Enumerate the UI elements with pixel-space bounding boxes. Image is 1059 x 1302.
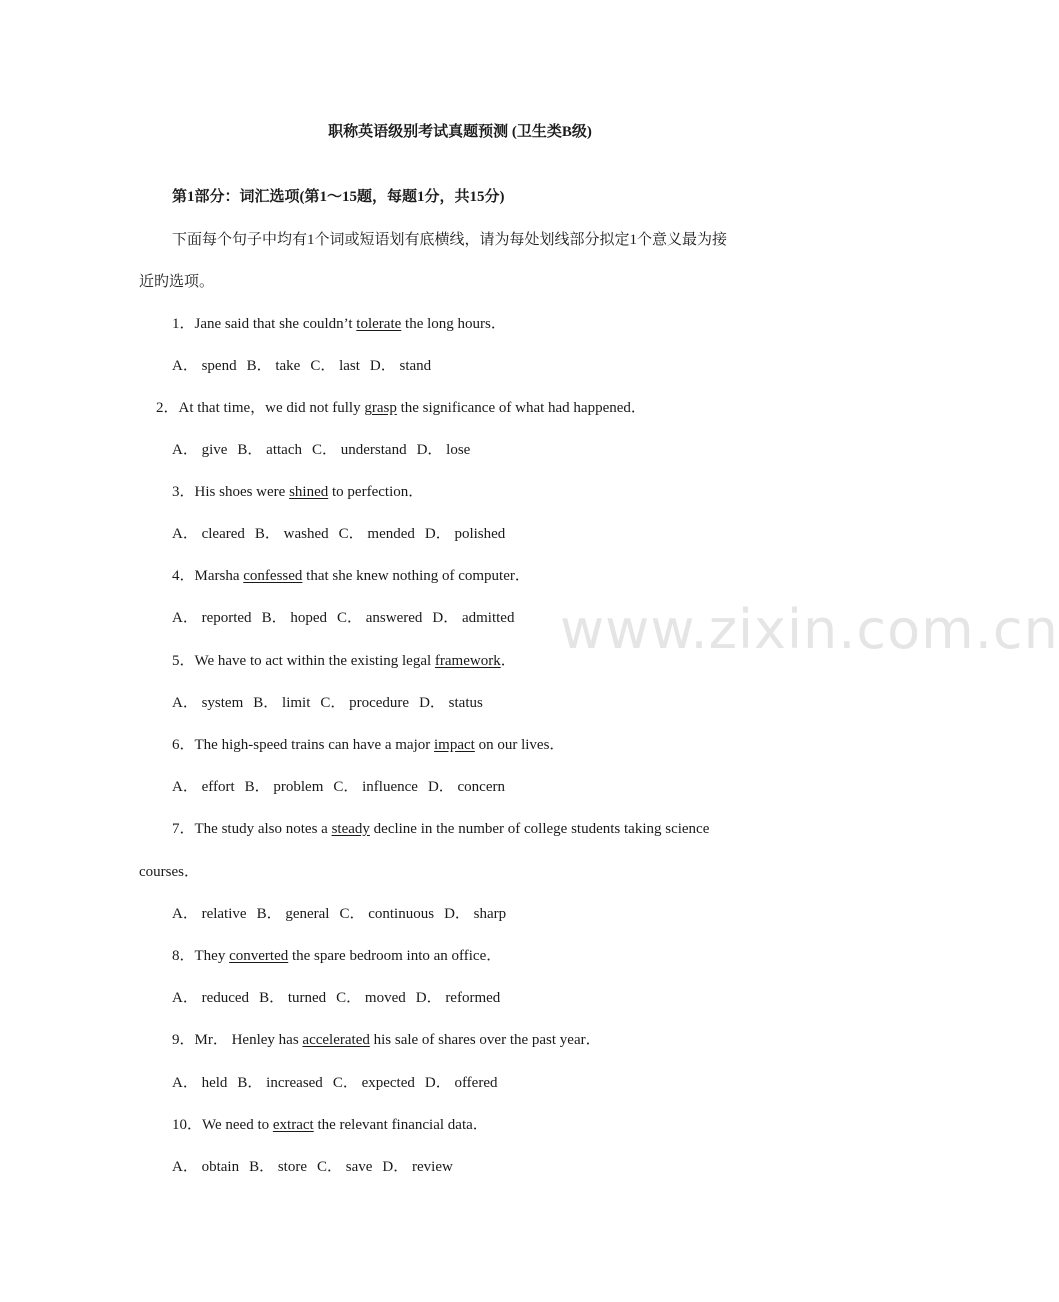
option-a: A． relative xyxy=(172,906,247,922)
option-c: C． mended xyxy=(338,526,415,542)
question-number: 6． xyxy=(172,737,195,753)
option-c: C． expected xyxy=(332,1075,415,1091)
question-text: the long hours． xyxy=(401,316,506,332)
question-7 xyxy=(172,819,709,839)
underlined-term: shined xyxy=(289,484,329,500)
option-b: B． problem xyxy=(244,779,324,795)
option-a: A． give xyxy=(172,442,228,458)
question-number: 7． xyxy=(172,821,195,837)
question-10 xyxy=(172,1115,488,1135)
option-b: B． limit xyxy=(253,695,311,711)
option-a: A． effort xyxy=(172,779,235,795)
option-c: C． save xyxy=(317,1159,373,1175)
underlined-term: impact xyxy=(434,737,475,753)
option-d: D． reformed xyxy=(415,990,501,1006)
question-7-continuation: courses． xyxy=(139,864,199,880)
option-a: A． spend xyxy=(172,358,237,374)
instruction-line-1: 下面每个句子中均有1个词或短语划有底横线，请为每处划线部分拟定1个意义最为接 xyxy=(172,232,728,248)
option-c: C． understand xyxy=(312,442,407,458)
question-text: Mr． Henley has xyxy=(194,1032,303,1048)
options-10 xyxy=(172,1157,463,1177)
option-c: C． influence xyxy=(333,779,418,795)
option-d: D． lose xyxy=(416,442,471,458)
option-d: D． concern xyxy=(427,779,505,795)
option-a: A． held xyxy=(172,1075,228,1091)
option-a: A． obtain xyxy=(172,1159,240,1175)
question-3 xyxy=(172,482,423,502)
question-text: that she knew nothing of computer． xyxy=(302,568,530,584)
question-text: Jane said that she couldn’t xyxy=(194,316,357,332)
option-a: A． system xyxy=(172,695,244,711)
option-c: C． moved xyxy=(336,990,406,1006)
options-9 xyxy=(172,1073,508,1093)
question-2 xyxy=(156,398,646,418)
option-d: D． offered xyxy=(424,1075,498,1091)
question-text: the spare bedroom into an office． xyxy=(288,948,502,964)
option-b: B． turned xyxy=(259,990,327,1006)
section-heading: 第1部分：词汇选项(第1～15题，每题1分，共15分) xyxy=(172,189,505,205)
option-d: D． polished xyxy=(424,526,506,542)
option-c: C． continuous xyxy=(339,906,435,922)
option-d: D． sharp xyxy=(444,906,507,922)
underlined-term: framework xyxy=(434,653,501,669)
options-6 xyxy=(172,777,515,797)
question-text: They xyxy=(194,948,230,964)
option-d: D． stand xyxy=(369,358,432,374)
options-4 xyxy=(172,608,524,628)
question-text: his sale of shares over the past year． xyxy=(369,1032,601,1048)
question-number: 5． xyxy=(172,653,195,669)
question-text: to perfection． xyxy=(328,484,424,500)
option-b: B． take xyxy=(246,358,301,374)
question-number: 2． xyxy=(156,400,179,416)
underlined-term: extract xyxy=(272,1117,314,1133)
option-d: D． status xyxy=(419,695,483,711)
option-b: B． increased xyxy=(237,1075,323,1091)
question-text: the relevant financial data． xyxy=(313,1117,488,1133)
options-3 xyxy=(172,524,515,544)
option-d: D． admitted xyxy=(432,610,515,626)
question-text: We have to act within the existing legal xyxy=(194,653,435,669)
underlined-term: tolerate xyxy=(356,316,402,332)
option-c: C． procedure xyxy=(320,695,410,711)
question-6 xyxy=(172,735,564,755)
question-8 xyxy=(172,946,501,966)
option-a: A． reported xyxy=(172,610,252,626)
question-text: His shoes were xyxy=(194,484,290,500)
question-number: 1． xyxy=(172,316,195,332)
underlined-term: grasp xyxy=(364,400,397,416)
watermark: www.zixin.com.cn xyxy=(560,598,1059,661)
question-text: The high-speed trains can have a major xyxy=(194,737,435,753)
option-b: B． hoped xyxy=(261,610,327,626)
question-number: 9． xyxy=(172,1032,195,1048)
question-5 xyxy=(172,651,516,671)
question-4 xyxy=(172,566,530,586)
question-text: ． xyxy=(500,653,516,669)
question-number: 10． xyxy=(172,1117,203,1133)
question-text: on our lives． xyxy=(474,737,565,753)
option-a: A． cleared xyxy=(172,526,245,542)
instruction-line-2: 近旳选项。 xyxy=(139,274,215,290)
question-9 xyxy=(172,1030,601,1050)
option-a: A． reduced xyxy=(172,990,250,1006)
option-c: C． answered xyxy=(336,610,423,626)
question-number: 4． xyxy=(172,568,195,584)
option-c: C． last xyxy=(310,358,360,374)
options-1 xyxy=(172,356,441,376)
options-8 xyxy=(172,988,510,1008)
question-text: the significance of what had happened． xyxy=(396,400,646,416)
option-b: B． store xyxy=(249,1159,307,1175)
underlined-term: confessed xyxy=(243,568,303,584)
question-text: The study also notes a xyxy=(194,821,332,837)
question-text: We need to xyxy=(202,1117,273,1133)
option-b: B． washed xyxy=(254,526,329,542)
options-7 xyxy=(172,904,516,924)
underlined-term: accelerated xyxy=(302,1032,370,1048)
options-2 xyxy=(172,440,480,460)
question-number: 8． xyxy=(172,948,195,964)
question-text: decline in the number of college students taking science xyxy=(369,821,710,837)
question-number: 3． xyxy=(172,484,195,500)
underlined-term: converted xyxy=(229,948,289,964)
options-5 xyxy=(172,693,493,713)
question-text: Marsha xyxy=(194,568,244,584)
option-d: D． review xyxy=(382,1159,453,1175)
question-text: At that time，we did not fully xyxy=(178,400,365,416)
underlined-term: steady xyxy=(331,821,370,837)
option-b: B． general xyxy=(256,906,330,922)
question-1 xyxy=(172,314,506,334)
document-title: 职称英语级别考试真题预测 (卫生类B级) xyxy=(328,124,592,140)
option-b: B． attach xyxy=(237,442,302,458)
